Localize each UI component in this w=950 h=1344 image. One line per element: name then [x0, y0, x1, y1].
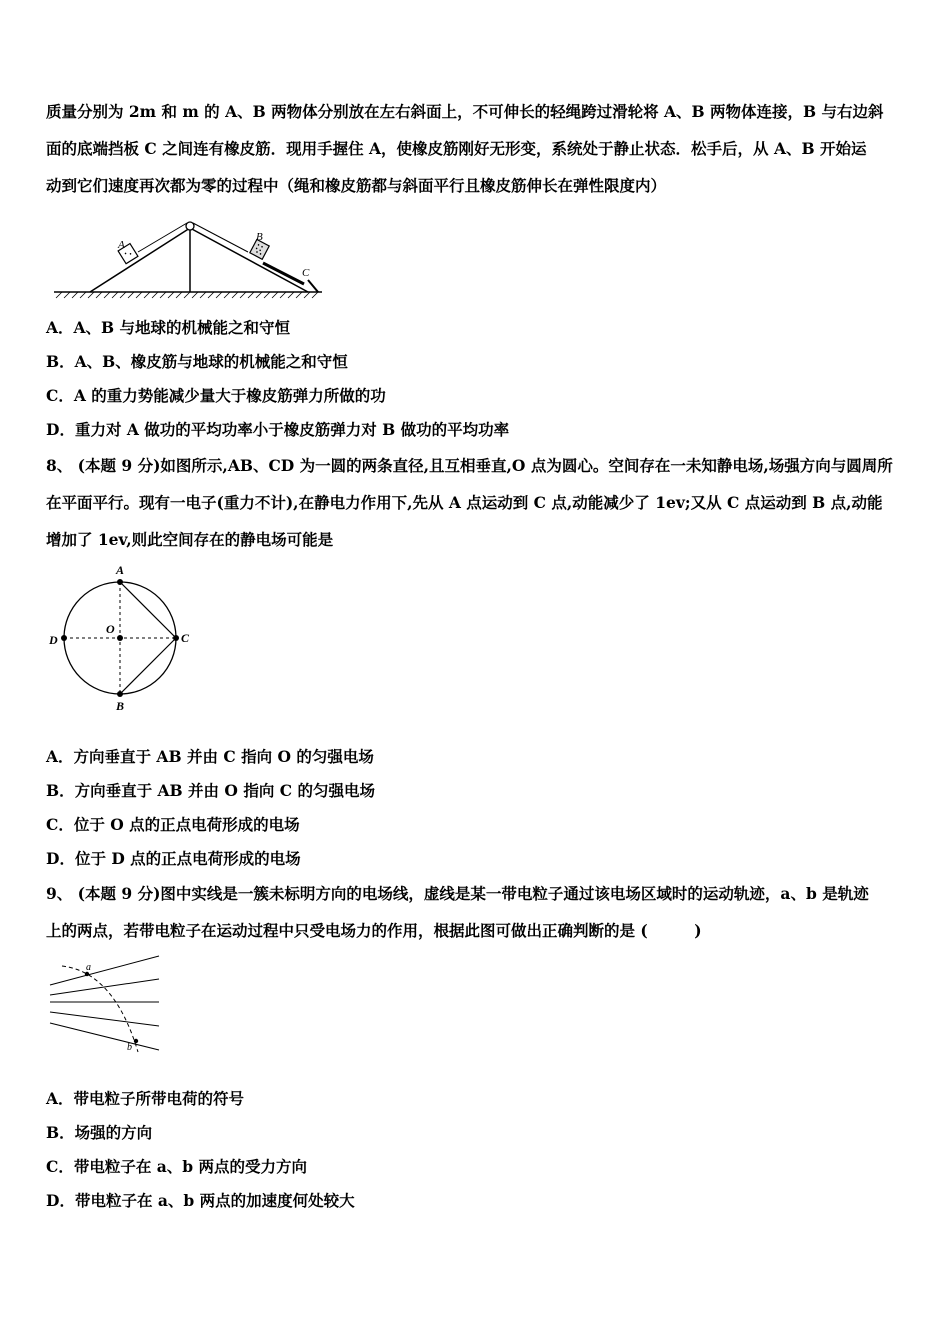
label-o: O	[106, 622, 115, 636]
q7-stem	[46, 93, 908, 204]
point-o	[117, 635, 123, 641]
q8-stem-line: 在平面平行。现有一电子(重力不计),在静电力作用下,先从 A 点运动到 C 点,动能减少了 1ev;又从 C 点运动到 B 点,动能	[46, 493, 883, 512]
label-a: A	[116, 563, 125, 577]
q7-option-d[interactable]: D．重力对 A 做功的平均功率小于橡皮筋弹力对 B 做功的平均功率	[46, 420, 510, 439]
pulley-icon	[186, 222, 194, 230]
stopper-c	[308, 280, 318, 292]
label-c: C	[181, 631, 190, 645]
q9-option-d[interactable]: D．带电粒子在 a、b 两点的加速度何处较大	[46, 1191, 355, 1210]
field-line	[50, 1023, 159, 1050]
q7-option-b[interactable]: B．A、B、橡皮筋与地球的机械能之和守恒	[46, 352, 348, 371]
q8-circle-figure	[44, 560, 194, 715]
field-line	[50, 979, 159, 995]
label-c: C	[302, 267, 310, 279]
point-b	[134, 1039, 138, 1043]
label-b: B	[256, 231, 263, 243]
right-incline	[190, 228, 308, 292]
q9-stem-line: 上的两点，若带电粒子在运动过程中只受电场力的作用，根据此图可做出正确判断的是 ( )	[46, 921, 702, 940]
q8-stem-line: 增加了 1ev,则此空间存在的静电场可能是	[46, 530, 334, 549]
rubber-band	[263, 263, 304, 284]
chord-cb	[120, 638, 176, 694]
q8-stem-line: 8、 (本题 9 分)如图所示,AB、CD 为一圆的两条直径,且互相垂直,O 点为圆心。空间存在一未知静电场,场强方向与圆周所	[46, 456, 893, 475]
q7-incline-figure	[52, 218, 324, 300]
q8-option-b[interactable]: B．方向垂直于 AB 并由 O 指向 C 的匀强电场	[46, 781, 375, 800]
label-a: A	[118, 239, 125, 251]
q7-stem-line: 动到它们速度再次都为零的过程中（绳和橡皮筋都与斜面平行且橡皮筋伸长在弹性限度内）	[46, 176, 667, 195]
q9-stem	[46, 875, 908, 949]
q9-field-figure	[44, 952, 166, 1056]
q8-option-c[interactable]: C．位于 O 点的正点电荷形成的电场	[46, 815, 300, 834]
label-b: b	[127, 1042, 132, 1053]
field-line	[50, 1012, 159, 1026]
left-incline	[90, 228, 190, 292]
chord-ac	[120, 582, 176, 638]
q8-option-a[interactable]: A．方向垂直于 AB 并由 C 指向 O 的匀强电场	[46, 747, 374, 766]
point-c	[173, 635, 179, 641]
label-a: a	[86, 962, 91, 973]
q9-option-a[interactable]: A．带电粒子所带电荷的符号	[46, 1089, 245, 1108]
field-line	[50, 956, 159, 985]
q7-stem-line: 质量分别为 2m 和 m 的 A、B 两物体分别放在左右斜面上，不可伸长的轻绳跨过滑轮将 A、B 两物体连接，B 与右边斜	[46, 102, 884, 121]
point-b	[117, 691, 123, 697]
q7-option-c[interactable]: C．A 的重力势能减少量大于橡皮筋弹力所做的功	[46, 386, 386, 405]
q9-option-c[interactable]: C．带电粒子在 a、b 两点的受力方向	[46, 1157, 308, 1176]
point-a	[117, 579, 123, 585]
q8-option-d[interactable]: D．位于 D 点的正点电荷形成的电场	[46, 849, 301, 868]
q7-stem-line: 面的底端挡板 C 之间连有橡皮筋．现用手握住 A，使橡皮筋刚好无形变，系统处于静止状态．松手后，从 A、B 开始运	[46, 139, 867, 158]
label-d: D	[49, 633, 58, 647]
q9-option-b[interactable]: B．场强的方向	[46, 1123, 153, 1142]
point-d	[61, 635, 67, 641]
q8-stem	[46, 447, 908, 558]
q9-stem-line: 9、 (本题 9 分)图中实线是一簇未标明方向的电场线，虚线是某一带电粒子通过该电场区域时的运动轨迹，a、b 是轨迹	[46, 884, 869, 903]
label-b: B	[116, 699, 125, 713]
q7-option-a[interactable]: A．A、B 与地球的机械能之和守恒	[46, 318, 291, 337]
